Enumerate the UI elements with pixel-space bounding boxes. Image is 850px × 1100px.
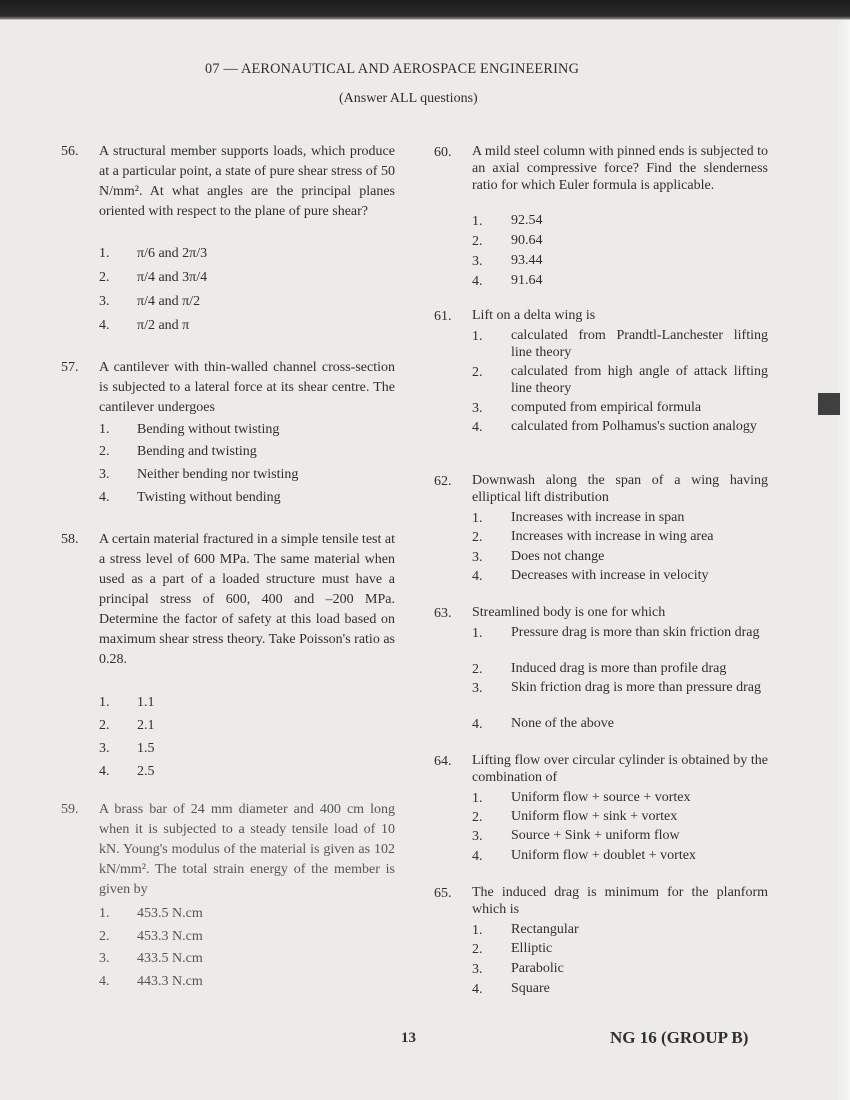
question-number: 59.: [61, 802, 79, 817]
page-instruction: (Answer ALL questions): [339, 91, 478, 106]
question-number: 62.: [434, 474, 452, 489]
question-text: Lifting flow over circular cylinder is obtained by the combination of: [472, 753, 768, 785]
question-text: A certain material fractured in a simple tensile test at a stress level of 600 MPa. The same material when used as a part of a loaded structure must have a principal stress of 600, 400 and –200 MPa. Determine the factor of safety at this load based on maximum shear stress theory. Take Poisson's ratio as 0.28.: [99, 532, 395, 667]
question-number: 64.: [434, 754, 452, 769]
question-text: A mild steel column with pinned ends is subjected to an axial compressive force? Find the slenderness ratio for which Euler formula is applicable.: [472, 144, 768, 193]
question-text: The induced drag is minimum for the planform which is: [472, 885, 768, 917]
question-number: 57.: [61, 360, 79, 375]
page-edge-marker: [818, 393, 840, 415]
question-text: Downwash along the span of a wing having elliptical lift distribution: [472, 473, 768, 505]
question-text: A cantilever with thin-walled channel cross-section is subjected to a lateral force at its shear centre. The cantilever undergoes: [99, 360, 395, 415]
question-number: 65.: [434, 886, 452, 901]
scan-top-edge: [0, 0, 850, 20]
question-number: 58.: [61, 532, 79, 547]
page-number: 13: [401, 1030, 416, 1046]
question-text: Streamlined body is one for which: [472, 605, 666, 620]
paper-code: NG 16 (GROUP B): [610, 1028, 749, 1047]
question-text: A structural member supports loads, which produce at a particular point, a state of pure shear stress of 50 N/mm². At what angles are the principal planes oriented with respect to the plane of pure shear?: [99, 144, 395, 219]
scan-right-edge: [836, 20, 850, 1100]
page-title: 07 — AERONAUTICAL AND AEROSPACE ENGINEERING: [205, 61, 580, 77]
question-text: Lift on a delta wing is: [472, 308, 596, 323]
question-number: 60.: [434, 145, 452, 160]
question-text: A brass bar of 24 mm diameter and 400 cm long when it is subjected to a steady tensile load of 10 kN. Young's modulus of the material is given as 102 kN/mm². The total strain energy of the member is given by: [99, 802, 395, 897]
question-number: 61.: [434, 309, 452, 324]
question-number: 56.: [61, 144, 79, 159]
question-number: 63.: [434, 606, 452, 621]
